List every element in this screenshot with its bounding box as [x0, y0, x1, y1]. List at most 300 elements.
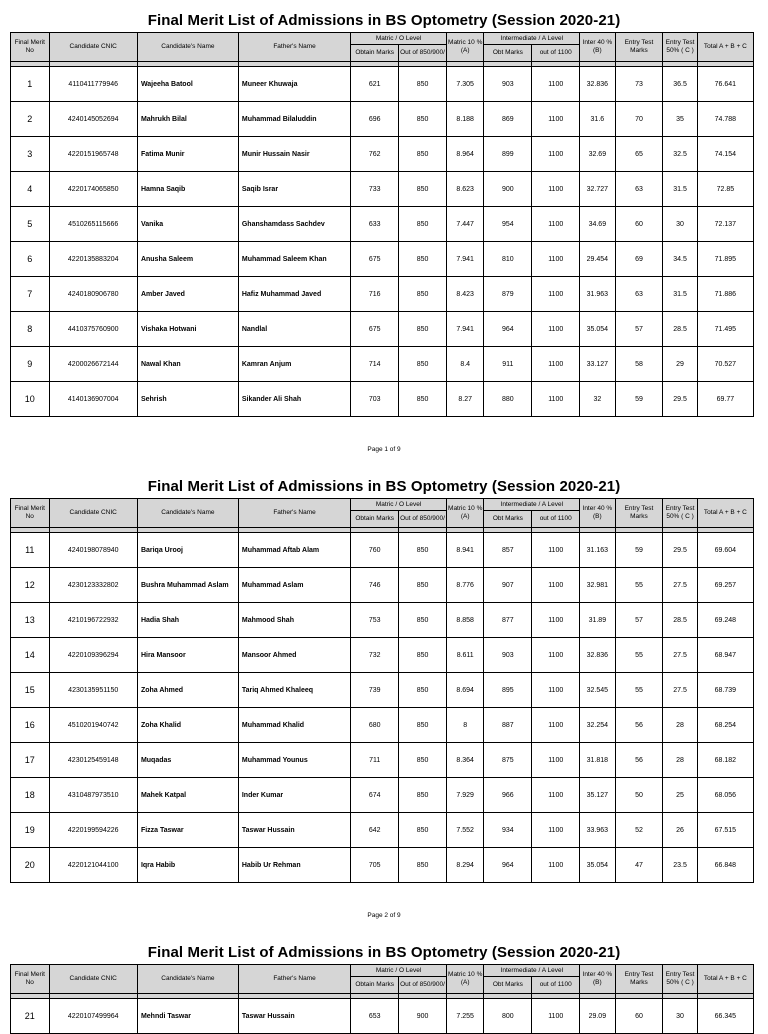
entry-test-marks: 55 [615, 638, 663, 673]
matric-obtain-marks: 746 [351, 568, 399, 603]
header-matric-group: Matric / O Level [351, 499, 447, 511]
total-score: 71.895 [697, 242, 753, 277]
matric-obtain-marks: 633 [351, 207, 399, 242]
header-inter-pct: Inter 40 % (B) [580, 499, 615, 528]
entry-test-marks: 56 [615, 708, 663, 743]
inter-obt-marks: 934 [484, 813, 532, 848]
candidate-name: Vanika [137, 207, 238, 242]
matric-pct: 7.305 [446, 67, 483, 102]
inter-out-of: 1100 [532, 277, 580, 312]
inter-pct: 32.981 [580, 568, 615, 603]
inter-out-of: 1100 [532, 673, 580, 708]
candidate-name: Fizza Taswar [137, 813, 238, 848]
inter-pct: 33.127 [580, 347, 615, 382]
cnic: 4240180906780 [49, 277, 137, 312]
table-row [11, 242, 754, 277]
father-name: Tariq Ahmed Khaleeq [238, 673, 350, 708]
entry-test-pct: 34.5 [663, 242, 697, 277]
table-row [11, 708, 754, 743]
inter-out-of: 1100 [532, 312, 580, 347]
entry-test-pct: 31.5 [663, 277, 697, 312]
cnic: 4210196722932 [49, 603, 137, 638]
matric-pct: 8.776 [446, 568, 483, 603]
cnic: 4220121044100 [49, 848, 137, 883]
header-cnic: Candidate CNIC [49, 965, 137, 994]
inter-obt-marks: 899 [484, 137, 532, 172]
inter-obt-marks: 966 [484, 778, 532, 813]
entry-test-marks: 47 [615, 848, 663, 883]
inter-out-of: 1100 [532, 137, 580, 172]
page-footer: Page 2 of 9 [367, 912, 401, 919]
matric-out-of: 850 [399, 568, 447, 603]
matric-obtain-marks: 675 [351, 312, 399, 347]
matric-obtain-marks: 653 [351, 999, 399, 1034]
entry-test-pct: 28 [663, 743, 697, 778]
total-score: 68.254 [697, 708, 753, 743]
entry-test-pct: 27.5 [663, 568, 697, 603]
entry-test-pct: 29.5 [663, 382, 697, 417]
entry-test-pct: 32.5 [663, 137, 697, 172]
matric-obtain-marks: 753 [351, 603, 399, 638]
matric-obtain-marks: 703 [351, 382, 399, 417]
merit-table [10, 32, 754, 417]
inter-pct: 29.454 [580, 242, 615, 277]
inter-obt-marks: 903 [484, 638, 532, 673]
candidate-name: Mahek Katpal [137, 778, 238, 813]
entry-test-marks: 55 [615, 568, 663, 603]
inter-obt-marks: 879 [484, 277, 532, 312]
matric-pct: 8 [446, 708, 483, 743]
inter-obt-marks: 964 [484, 848, 532, 883]
matric-out-of: 850 [399, 207, 447, 242]
header-inter-group: Intermediate / A Level [484, 965, 580, 977]
header-inter-pct: Inter 40 % (B) [580, 33, 615, 62]
merit-no: 13 [11, 603, 50, 638]
inter-pct: 32.545 [580, 673, 615, 708]
table-row [11, 312, 754, 347]
header-matric-group: Matric / O Level [351, 33, 447, 45]
candidate-name: Hamna Saqib [137, 172, 238, 207]
cnic: 4220151965748 [49, 137, 137, 172]
header-name: Candidate's Name [137, 499, 238, 528]
cnic: 4510265115666 [49, 207, 137, 242]
candidate-name: Anusha Saleem [137, 242, 238, 277]
father-name: Kamran Anjum [238, 347, 350, 382]
page-title: Final Merit List of Admissions in BS Optometry (Session 2020-21) [147, 944, 621, 961]
table-row [11, 848, 754, 883]
inter-pct: 31.163 [580, 533, 615, 568]
page-footer: Page 1 of 9 [367, 446, 401, 453]
header-total: Total A + B + C [697, 33, 753, 62]
candidate-name: Mehndi Taswar [137, 999, 238, 1034]
merit-no: 1 [11, 67, 50, 102]
inter-out-of: 1100 [532, 172, 580, 207]
inter-out-of: 1100 [532, 708, 580, 743]
inter-pct: 31.6 [580, 102, 615, 137]
cnic: 4510201940742 [49, 708, 137, 743]
father-name: Muhammad Bilaluddin [238, 102, 350, 137]
entry-test-marks: 70 [615, 102, 663, 137]
father-name: Inder Kumar [238, 778, 350, 813]
header-cnic: Candidate CNIC [49, 499, 137, 528]
table-row [11, 603, 754, 638]
matric-pct: 7.929 [446, 778, 483, 813]
table-row [11, 347, 754, 382]
father-name: Mansoor Ahmed [238, 638, 350, 673]
matric-pct: 8.623 [446, 172, 483, 207]
inter-out-of: 1100 [532, 568, 580, 603]
entry-test-marks: 50 [615, 778, 663, 813]
merit-no: 6 [11, 242, 50, 277]
cnic: 4240198078940 [49, 533, 137, 568]
total-score: 69.257 [697, 568, 753, 603]
table-row [11, 67, 754, 102]
inter-pct: 29.09 [580, 999, 615, 1034]
page-title: Final Merit List of Admissions in BS Optometry (Session 2020-21) [147, 12, 621, 29]
header-obt-marks: Obt Marks [484, 511, 532, 528]
entry-test-pct: 35 [663, 102, 697, 137]
candidate-name: Bushra Muhammad Aslam [137, 568, 238, 603]
total-score: 69.248 [697, 603, 753, 638]
inter-obt-marks: 880 [484, 382, 532, 417]
page-title: Final Merit List of Admissions in BS Optometry (Session 2020-21) [147, 478, 621, 495]
merit-no: 17 [11, 743, 50, 778]
entry-test-pct: 28.5 [663, 312, 697, 347]
total-score: 67.515 [697, 813, 753, 848]
matric-obtain-marks: 714 [351, 347, 399, 382]
header-out-of-inter: out of 1100 [532, 977, 580, 994]
header-matric-pct: Matric 10 % (A) [446, 965, 483, 994]
merit-no: 16 [11, 708, 50, 743]
entry-test-pct: 36.5 [663, 67, 697, 102]
total-score: 69.77 [697, 382, 753, 417]
merit-no: 5 [11, 207, 50, 242]
inter-out-of: 1100 [532, 813, 580, 848]
table-row [11, 533, 754, 568]
header-inter-group: Intermediate / A Level [484, 33, 580, 45]
inter-out-of: 1100 [532, 778, 580, 813]
total-score: 74.788 [697, 102, 753, 137]
entry-test-marks: 57 [615, 603, 663, 638]
matric-out-of: 850 [399, 708, 447, 743]
header-entry-marks: Entry Test Marks [615, 499, 663, 528]
header-inter-pct: Inter 40 % (B) [580, 965, 615, 994]
header-out-of-matric: Out of 850/900/ [399, 45, 447, 62]
entry-test-marks: 59 [615, 533, 663, 568]
matric-obtain-marks: 680 [351, 708, 399, 743]
merit-no: 8 [11, 312, 50, 347]
entry-test-marks: 60 [615, 207, 663, 242]
matric-out-of: 850 [399, 137, 447, 172]
header-father: Father's Name [238, 965, 350, 994]
matric-pct: 8.188 [446, 102, 483, 137]
matric-out-of: 850 [399, 743, 447, 778]
total-score: 71.495 [697, 312, 753, 347]
header-out-of-matric: Out of 850/900/ [399, 511, 447, 528]
matric-pct: 8.27 [446, 382, 483, 417]
matric-obtain-marks: 675 [351, 242, 399, 277]
header-obt-marks: Obt Marks [484, 977, 532, 994]
matric-out-of: 850 [399, 312, 447, 347]
candidate-name: Zoha Ahmed [137, 673, 238, 708]
header-obtain-marks: Obtain Marks [351, 977, 399, 994]
matric-obtain-marks: 739 [351, 673, 399, 708]
inter-pct: 31.89 [580, 603, 615, 638]
father-name: Saqib Israr [238, 172, 350, 207]
matric-pct: 8.364 [446, 743, 483, 778]
header-name: Candidate's Name [137, 33, 238, 62]
candidate-name: Sehrish [137, 382, 238, 417]
inter-pct: 32.727 [580, 172, 615, 207]
entry-test-marks: 55 [615, 673, 663, 708]
entry-test-pct: 28 [663, 708, 697, 743]
father-name: Nandlal [238, 312, 350, 347]
merit-no: 15 [11, 673, 50, 708]
father-name: Muhammad Younus [238, 743, 350, 778]
header-out-of-inter: out of 1100 [532, 511, 580, 528]
table-row [11, 813, 754, 848]
father-name: Muneer Khuwaja [238, 67, 350, 102]
matric-pct: 7.941 [446, 312, 483, 347]
merit-no: 20 [11, 848, 50, 883]
header-entry-pct: Entry Test 50% ( C ) [663, 965, 697, 994]
entry-test-pct: 27.5 [663, 673, 697, 708]
entry-test-pct: 29.5 [663, 533, 697, 568]
header-inter-group: Intermediate / A Level [484, 499, 580, 511]
matric-out-of: 850 [399, 67, 447, 102]
matric-pct: 8.941 [446, 533, 483, 568]
cnic: 4230135951150 [49, 673, 137, 708]
matric-obtain-marks: 621 [351, 67, 399, 102]
father-name: Hafiz Muhammad Javed [238, 277, 350, 312]
merit-no: 2 [11, 102, 50, 137]
inter-obt-marks: 954 [484, 207, 532, 242]
father-name: Munir Hussain Nasir [238, 137, 350, 172]
total-score: 72.85 [697, 172, 753, 207]
father-name: Ghanshamdass Sachdev [238, 207, 350, 242]
inter-out-of: 1100 [532, 743, 580, 778]
merit-no: 19 [11, 813, 50, 848]
header-name: Candidate's Name [137, 965, 238, 994]
header-out-of-matric: Out of 850/900/ [399, 977, 447, 994]
cnic: 4310487973510 [49, 778, 137, 813]
inter-pct: 32.836 [580, 67, 615, 102]
table-row [11, 382, 754, 417]
matric-out-of: 850 [399, 848, 447, 883]
table-row [11, 568, 754, 603]
total-score: 66.345 [697, 999, 753, 1034]
candidate-name: Fatima Munir [137, 137, 238, 172]
table-row [11, 673, 754, 708]
inter-out-of: 1100 [532, 848, 580, 883]
merit-no: 14 [11, 638, 50, 673]
merit-no: 11 [11, 533, 50, 568]
header-father: Father's Name [238, 33, 350, 62]
total-score: 68.739 [697, 673, 753, 708]
candidate-name: Hadia Shah [137, 603, 238, 638]
inter-out-of: 1100 [532, 603, 580, 638]
matric-pct: 7.552 [446, 813, 483, 848]
entry-test-marks: 63 [615, 277, 663, 312]
inter-obt-marks: 900 [484, 172, 532, 207]
matric-pct: 8.694 [446, 673, 483, 708]
matric-obtain-marks: 642 [351, 813, 399, 848]
inter-out-of: 1100 [532, 638, 580, 673]
cnic: 4220174065850 [49, 172, 137, 207]
total-score: 66.848 [697, 848, 753, 883]
entry-test-pct: 28.5 [663, 603, 697, 638]
entry-test-marks: 52 [615, 813, 663, 848]
matric-pct: 7.941 [446, 242, 483, 277]
father-name: Muhammad Aftab Alam [238, 533, 350, 568]
cnic: 4240145052694 [49, 102, 137, 137]
table-row [11, 638, 754, 673]
inter-obt-marks: 877 [484, 603, 532, 638]
table-row [11, 743, 754, 778]
inter-out-of: 1100 [532, 102, 580, 137]
inter-obt-marks: 895 [484, 673, 532, 708]
matric-pct: 8.4 [446, 347, 483, 382]
inter-obt-marks: 903 [484, 67, 532, 102]
inter-out-of: 1100 [532, 242, 580, 277]
table-row [11, 277, 754, 312]
header-out-of-inter: out of 1100 [532, 45, 580, 62]
father-name: Taswar Hussain [238, 999, 350, 1034]
candidate-name: Hira Mansoor [137, 638, 238, 673]
total-score: 70.527 [697, 347, 753, 382]
entry-test-marks: 65 [615, 137, 663, 172]
father-name: Habib Ur Rehman [238, 848, 350, 883]
cnic: 4110411779946 [49, 67, 137, 102]
matric-obtain-marks: 762 [351, 137, 399, 172]
matric-out-of: 850 [399, 638, 447, 673]
header-matric-group: Matric / O Level [351, 965, 447, 977]
cnic: 4220135883204 [49, 242, 137, 277]
table-row [11, 102, 754, 137]
header-obtain-marks: Obtain Marks [351, 511, 399, 528]
matric-pct: 8.423 [446, 277, 483, 312]
merit-no: 12 [11, 568, 50, 603]
header-father: Father's Name [238, 499, 350, 528]
candidate-name: Amber Javed [137, 277, 238, 312]
inter-pct: 32.69 [580, 137, 615, 172]
entry-test-pct: 25 [663, 778, 697, 813]
entry-test-marks: 69 [615, 242, 663, 277]
inter-out-of: 1100 [532, 382, 580, 417]
father-name: Sikander Ali Shah [238, 382, 350, 417]
matric-out-of: 850 [399, 813, 447, 848]
entry-test-pct: 30 [663, 999, 697, 1034]
header-merit-no: Final Merit No [11, 499, 50, 528]
cnic: 4200026672144 [49, 347, 137, 382]
inter-pct: 33.963 [580, 813, 615, 848]
matric-out-of: 850 [399, 673, 447, 708]
matric-obtain-marks: 760 [351, 533, 399, 568]
header-merit-no: Final Merit No [11, 33, 50, 62]
inter-obt-marks: 875 [484, 743, 532, 778]
header-matric-pct: Matric 10 % (A) [446, 33, 483, 62]
matric-out-of: 850 [399, 102, 447, 137]
matric-out-of: 850 [399, 533, 447, 568]
father-name: Muhammad Saleem Khan [238, 242, 350, 277]
merit-no: 18 [11, 778, 50, 813]
header-merit-no: Final Merit No [11, 965, 50, 994]
entry-test-marks: 73 [615, 67, 663, 102]
merit-table [10, 498, 754, 883]
table-row [11, 207, 754, 242]
header-cnic: Candidate CNIC [49, 33, 137, 62]
inter-pct: 34.69 [580, 207, 615, 242]
candidate-name: Iqra Habib [137, 848, 238, 883]
matric-pct: 7.447 [446, 207, 483, 242]
cnic: 4140136907004 [49, 382, 137, 417]
total-score: 68.056 [697, 778, 753, 813]
entry-test-marks: 57 [615, 312, 663, 347]
header-total: Total A + B + C [697, 965, 753, 994]
table-row [11, 137, 754, 172]
matric-out-of: 850 [399, 347, 447, 382]
header-total: Total A + B + C [697, 499, 753, 528]
candidate-name: Wajeeha Batool [137, 67, 238, 102]
inter-pct: 35.054 [580, 312, 615, 347]
matric-obtain-marks: 705 [351, 848, 399, 883]
entry-test-pct: 27.5 [663, 638, 697, 673]
inter-obt-marks: 857 [484, 533, 532, 568]
entry-test-marks: 63 [615, 172, 663, 207]
inter-pct: 35.054 [580, 848, 615, 883]
entry-test-marks: 56 [615, 743, 663, 778]
matric-out-of: 850 [399, 382, 447, 417]
candidate-name: Mahrukh Bilal [137, 102, 238, 137]
header-obtain-marks: Obtain Marks [351, 45, 399, 62]
header-entry-pct: Entry Test 50% ( C ) [663, 33, 697, 62]
total-score: 68.182 [697, 743, 753, 778]
merit-no: 3 [11, 137, 50, 172]
matric-pct: 7.255 [446, 999, 483, 1034]
matric-obtain-marks: 732 [351, 638, 399, 673]
inter-obt-marks: 800 [484, 999, 532, 1034]
matric-obtain-marks: 674 [351, 778, 399, 813]
header-entry-marks: Entry Test Marks [615, 33, 663, 62]
entry-test-pct: 31.5 [663, 172, 697, 207]
inter-out-of: 1100 [532, 999, 580, 1034]
inter-obt-marks: 964 [484, 312, 532, 347]
merit-no: 21 [11, 999, 50, 1034]
inter-pct: 32.836 [580, 638, 615, 673]
inter-pct: 32.254 [580, 708, 615, 743]
cnic: 4230123332802 [49, 568, 137, 603]
inter-obt-marks: 810 [484, 242, 532, 277]
entry-test-marks: 60 [615, 999, 663, 1034]
entry-test-pct: 30 [663, 207, 697, 242]
inter-out-of: 1100 [532, 207, 580, 242]
cnic: 4220107499964 [49, 999, 137, 1034]
matric-pct: 8.964 [446, 137, 483, 172]
total-score: 68.947 [697, 638, 753, 673]
total-score: 74.154 [697, 137, 753, 172]
candidate-name: Nawal Khan [137, 347, 238, 382]
inter-pct: 32 [580, 382, 615, 417]
matric-out-of: 850 [399, 242, 447, 277]
inter-pct: 31.963 [580, 277, 615, 312]
total-score: 69.604 [697, 533, 753, 568]
matric-out-of: 850 [399, 603, 447, 638]
father-name: Muhammad Aslam [238, 568, 350, 603]
header-entry-marks: Entry Test Marks [615, 965, 663, 994]
inter-out-of: 1100 [532, 347, 580, 382]
entry-test-pct: 26 [663, 813, 697, 848]
total-score: 72.137 [697, 207, 753, 242]
